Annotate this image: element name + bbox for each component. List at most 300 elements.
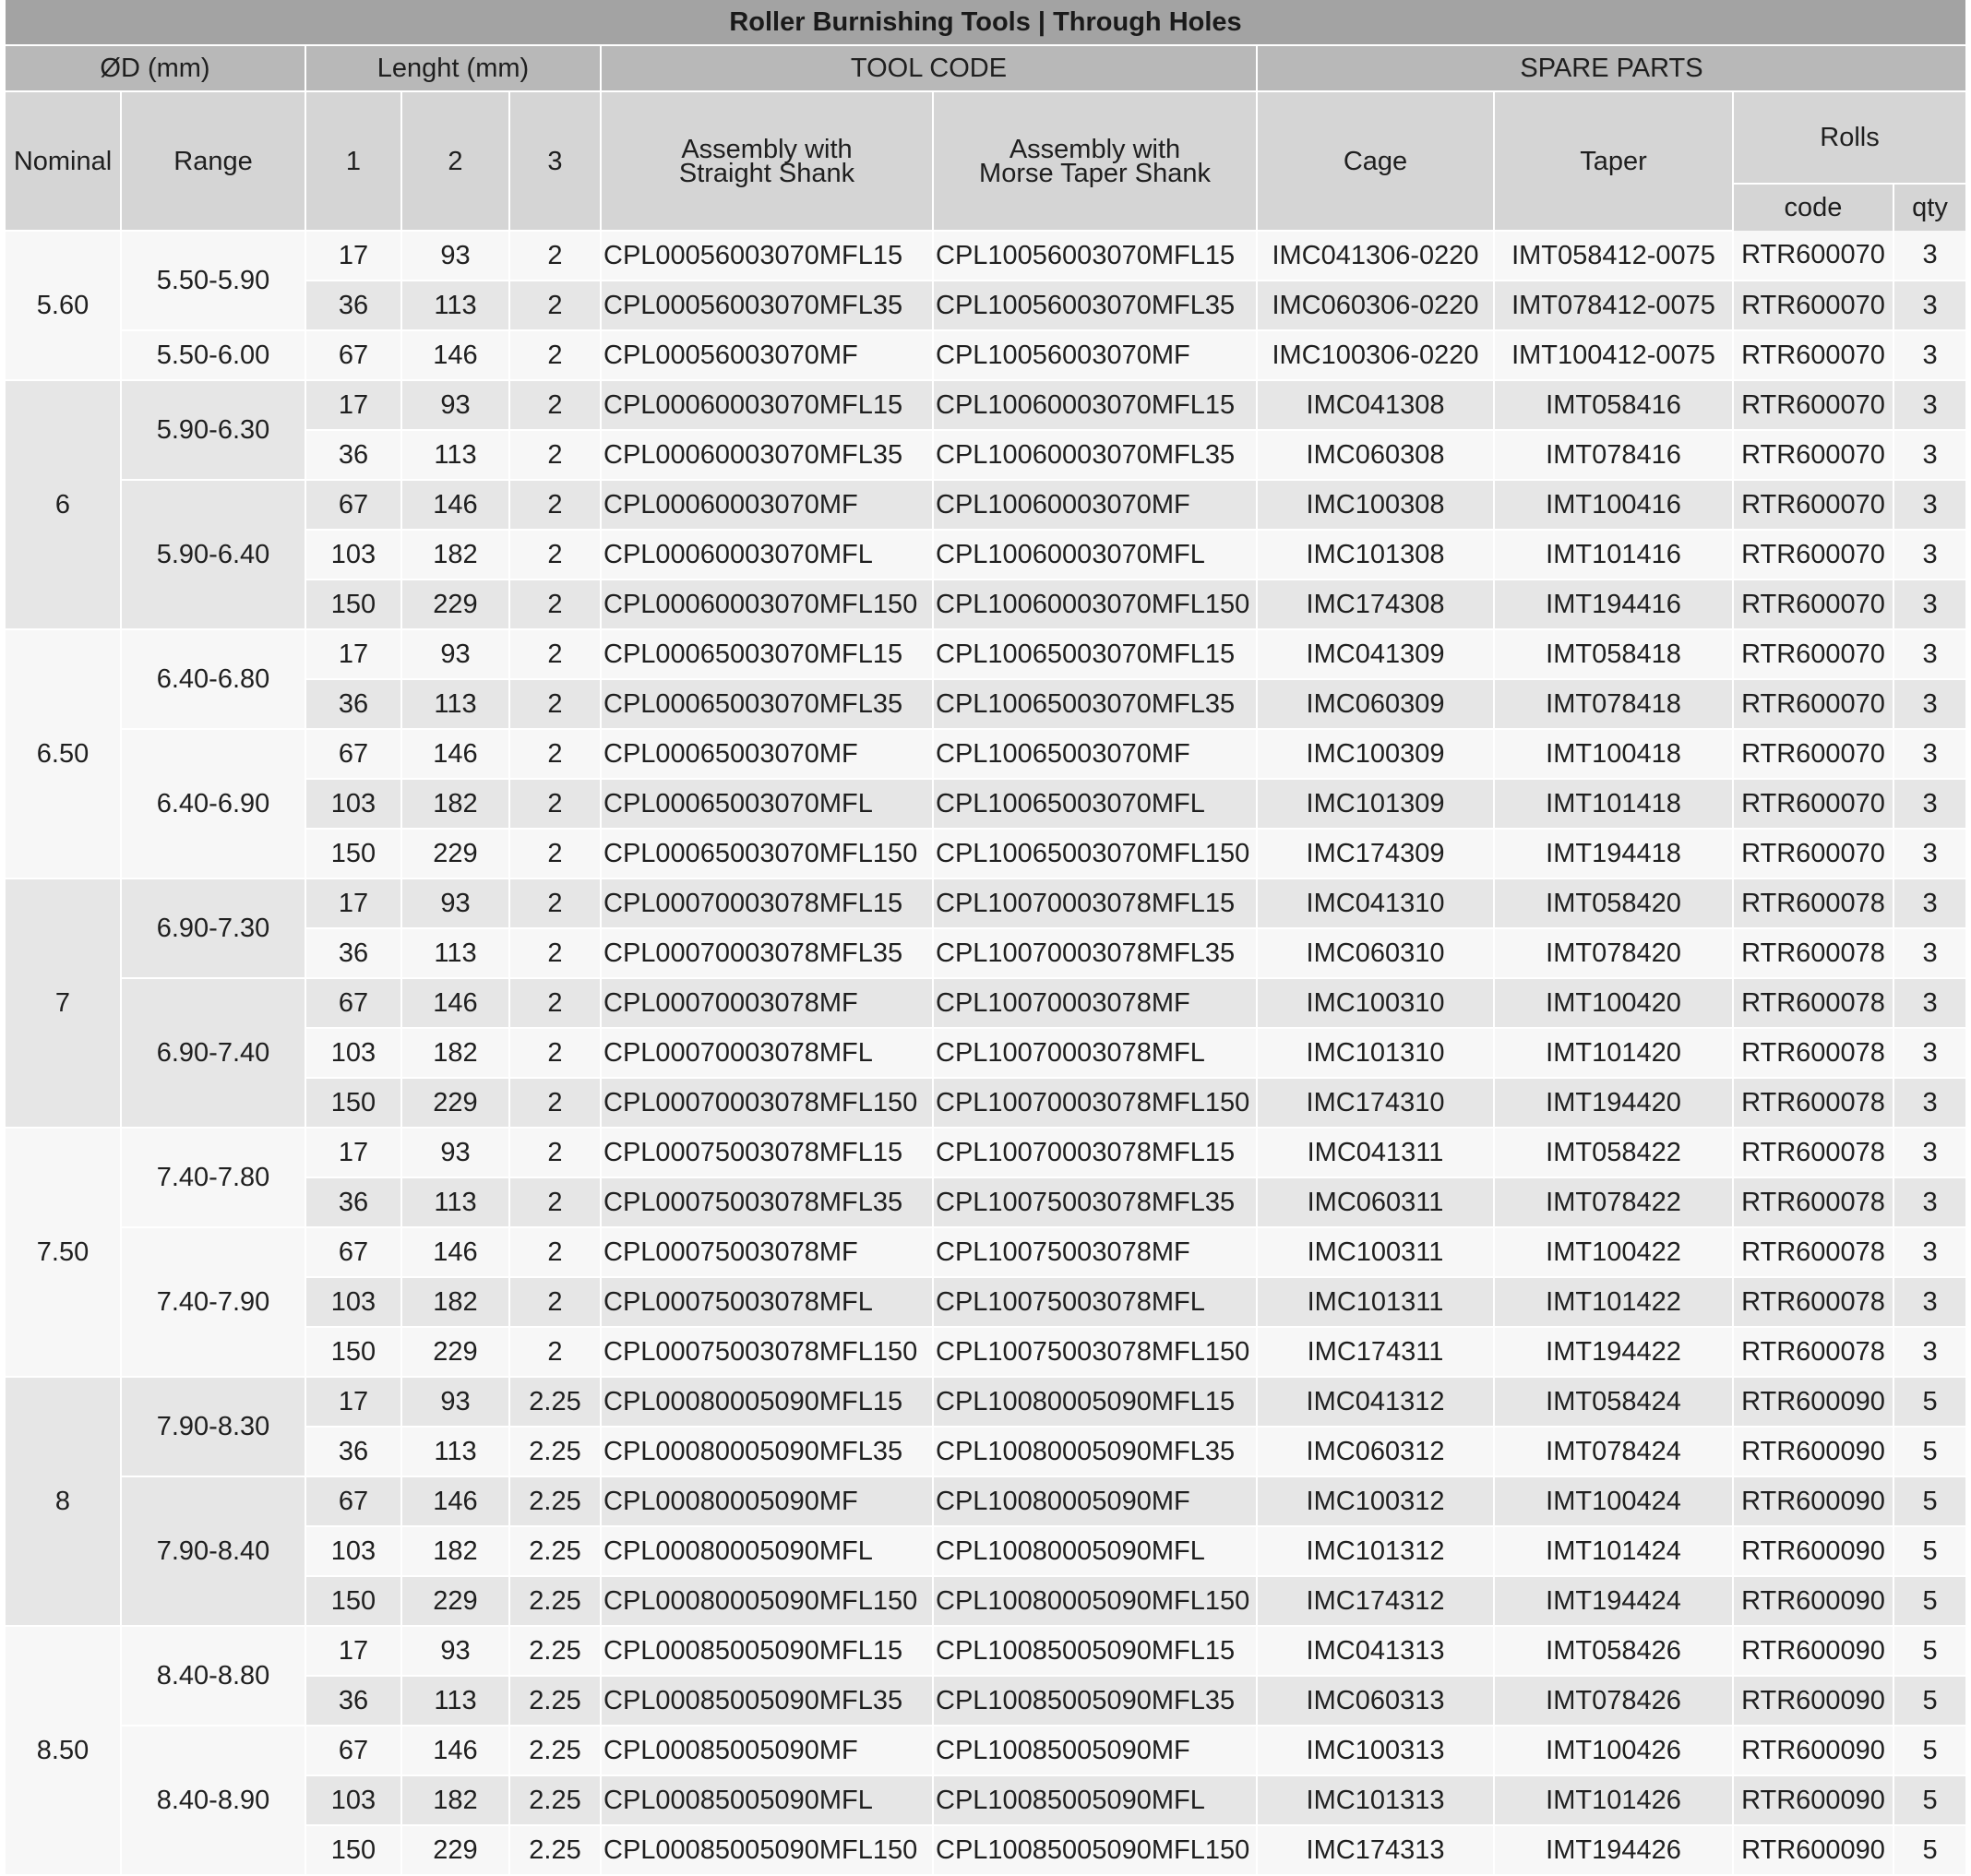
cage-code-cell: IMC060310	[1257, 928, 1494, 978]
nominal-cell: 5.60	[6, 231, 121, 380]
range-cell: 5.50-5.90	[121, 231, 305, 330]
straight-shank-code-cell: CPL00085005090MFL	[601, 1775, 933, 1825]
table-row	[6, 1726, 1965, 1775]
range-cell: 7.40-7.80	[121, 1128, 305, 1227]
straight-shank-code-cell: CPL00085005090MFL15	[601, 1626, 933, 1676]
taper-code-cell: IMT058418	[1494, 629, 1733, 679]
straight-shank-code-cell: CPL00085005090MFL35	[601, 1676, 933, 1726]
straight-shank-code-cell: CPL00080005090MFL	[601, 1526, 933, 1576]
length-3-cell: 2	[509, 629, 601, 679]
straight-shank-code-cell: CPL00080005090MFL15	[601, 1377, 933, 1427]
cage-code-cell: IMC101312	[1257, 1526, 1494, 1576]
cage-code-cell: IMC174308	[1257, 580, 1494, 629]
length-2-cell: 182	[401, 1277, 509, 1327]
cage-code-cell: IMC174312	[1257, 1576, 1494, 1626]
taper-code-cell: IMT194426	[1494, 1825, 1733, 1875]
range-cell: 8.40-8.80	[121, 1626, 305, 1726]
length-2-cell: 182	[401, 530, 509, 580]
morse-taper-code-cell: CPL10075003078MFL	[933, 1277, 1257, 1327]
morse-taper-code-cell: CPL10065003070MFL150	[933, 829, 1257, 878]
straight-shank-code-cell: CPL00060003070MFL	[601, 530, 933, 580]
morse-taper-code-cell: CPL10070003078MFL15	[933, 878, 1257, 928]
straight-shank-code-cell: CPL00060003070MFL35	[601, 430, 933, 480]
length-3-cell: 2	[509, 1327, 601, 1377]
straight-shank-code-cell: CPL00075003078MF	[601, 1227, 933, 1277]
taper-code-cell: IMT100416	[1494, 480, 1733, 530]
morse-taper-code-cell: CPL10060003070MFL	[933, 530, 1257, 580]
length-1-header: 1	[305, 91, 401, 231]
length-1-cell: 67	[305, 330, 401, 380]
rolls-qty-cell: 3	[1893, 480, 1965, 530]
table-body	[6, 231, 1965, 1875]
length-1-cell: 103	[305, 1526, 401, 1576]
length-1-cell: 67	[305, 978, 401, 1028]
rolls-qty-cell: 5	[1893, 1526, 1965, 1576]
straight-shank-code-cell: CPL00065003070MF	[601, 729, 933, 779]
length-3-cell: 2	[509, 1227, 601, 1277]
morse-taper-code-cell: CPL10070003078MFL	[933, 1028, 1257, 1078]
rolls-qty-cell: 5	[1893, 1626, 1965, 1676]
rolls-qty-cell: 3	[1893, 380, 1965, 430]
straight-shank-code-cell: CPL00060003070MFL150	[601, 580, 933, 629]
rolls-code-cell: RTR600090	[1733, 1676, 1893, 1726]
rolls-qty-cell: 5	[1893, 1427, 1965, 1476]
straight-shank-code-cell: CPL00060003070MFL15	[601, 380, 933, 430]
straight-shank-code-cell: CPL00065003070MFL	[601, 779, 933, 829]
tool-code-group-header: TOOL CODE	[601, 45, 1257, 91]
morse-taper-code-cell: CPL10056003070MF	[933, 330, 1257, 380]
rolls-qty-cell: 3	[1893, 530, 1965, 580]
cage-code-cell: IMC100313	[1257, 1726, 1494, 1775]
table-row	[6, 1377, 1965, 1427]
rolls-qty-header: qty	[1893, 184, 1965, 231]
rolls-qty-cell: 3	[1893, 629, 1965, 679]
morse-taper-code-cell: CPL10085005090MFL	[933, 1775, 1257, 1825]
taper-code-cell: IMT078418	[1494, 679, 1733, 729]
straight-shank-code-cell: CPL00065003070MFL35	[601, 679, 933, 729]
straight-shank-header	[601, 91, 933, 231]
length-3-cell: 2	[509, 829, 601, 878]
rolls-code-cell: RTR600090	[1733, 1775, 1893, 1825]
rolls-qty-cell: 5	[1893, 1726, 1965, 1775]
morse-taper-code-cell: CPL10060003070MF	[933, 480, 1257, 530]
taper-code-cell: IMT100418	[1494, 729, 1733, 779]
cage-code-cell: IMC041313	[1257, 1626, 1494, 1676]
length-3-cell: 2	[509, 330, 601, 380]
length-3-cell: 2	[509, 231, 601, 281]
rolls-code-cell: RTR600090	[1733, 1377, 1893, 1427]
morse-taper-code-cell: CPL10085005090MFL15	[933, 1626, 1257, 1676]
range-cell: 7.90-8.30	[121, 1377, 305, 1476]
rolls-qty-cell: 3	[1893, 679, 1965, 729]
length-1-cell: 17	[305, 1626, 401, 1676]
morse-taper-code-cell: CPL10065003070MFL	[933, 779, 1257, 829]
rolls-qty-cell: 3	[1893, 1078, 1965, 1128]
rolls-header: Rolls	[1733, 91, 1965, 184]
length-1-cell: 36	[305, 430, 401, 480]
rolls-qty-cell: 3	[1893, 430, 1965, 480]
cage-header: Cage	[1257, 91, 1494, 231]
taper-code-cell: IMT058422	[1494, 1128, 1733, 1177]
taper-code-cell: IMT100424	[1494, 1476, 1733, 1526]
length-3-cell: 2.25	[509, 1726, 601, 1775]
straight-shank-code-cell: CPL00080005090MF	[601, 1476, 933, 1526]
length-1-cell: 36	[305, 1676, 401, 1726]
rolls-code-cell: RTR600078	[1733, 1277, 1893, 1327]
taper-code-cell: IMT101424	[1494, 1526, 1733, 1576]
rolls-qty-cell: 5	[1893, 1576, 1965, 1626]
morse-taper-header-line2: Morse Taper Shank	[979, 158, 1211, 188]
length-1-cell: 17	[305, 380, 401, 430]
length-3-cell: 2	[509, 729, 601, 779]
length-2-cell: 229	[401, 1327, 509, 1377]
range-cell: 7.40-7.90	[121, 1227, 305, 1377]
rolls-code-cell: RTR600070	[1733, 729, 1893, 779]
morse-taper-code-cell: CPL10070003078MFL15	[933, 1128, 1257, 1177]
cage-code-cell: IMC041312	[1257, 1377, 1494, 1427]
range-cell: 6.90-7.30	[121, 878, 305, 978]
straight-shank-code-cell: CPL00085005090MF	[601, 1726, 933, 1775]
rolls-code-cell: RTR600070	[1733, 829, 1893, 878]
cage-code-cell: IMC041310	[1257, 878, 1494, 928]
taper-code-cell: IMT058416	[1494, 380, 1733, 430]
length-1-cell: 150	[305, 1078, 401, 1128]
length-3-cell: 2	[509, 281, 601, 330]
length-2-cell: 93	[401, 878, 509, 928]
table-row	[6, 878, 1965, 928]
length-1-cell: 67	[305, 729, 401, 779]
table-row	[6, 729, 1965, 779]
length-2-cell: 93	[401, 1626, 509, 1676]
rolls-code-header: code	[1733, 184, 1893, 231]
length-3-cell: 2	[509, 1277, 601, 1327]
cage-code-cell: IMC060308	[1257, 430, 1494, 480]
length-1-cell: 150	[305, 1825, 401, 1875]
taper-code-cell: IMT101416	[1494, 530, 1733, 580]
rolls-code-cell: RTR600070	[1733, 380, 1893, 430]
cage-code-cell: IMC100309	[1257, 729, 1494, 779]
cage-code-cell: IMC101309	[1257, 779, 1494, 829]
taper-code-cell: IMT078416	[1494, 430, 1733, 480]
spare-parts-group-header: SPARE PARTS	[1257, 45, 1965, 91]
range-header: Range	[121, 91, 305, 231]
cage-code-cell: IMC041309	[1257, 629, 1494, 679]
length-1-cell: 36	[305, 1427, 401, 1476]
length-1-cell: 36	[305, 281, 401, 330]
length-1-cell: 17	[305, 629, 401, 679]
morse-taper-code-cell: CPL10060003070MFL15	[933, 380, 1257, 430]
cage-code-cell: IMC060312	[1257, 1427, 1494, 1476]
morse-taper-code-cell: CPL10060003070MFL150	[933, 580, 1257, 629]
taper-code-cell: IMT078412-0075	[1494, 281, 1733, 330]
rolls-code-cell: RTR600070	[1733, 281, 1893, 330]
length-2-cell: 146	[401, 729, 509, 779]
rolls-code-cell: RTR600078	[1733, 928, 1893, 978]
rolls-qty-cell: 3	[1893, 580, 1965, 629]
length-2-cell: 229	[401, 580, 509, 629]
morse-taper-code-cell: CPL10070003078MFL35	[933, 928, 1257, 978]
length-2-cell: 113	[401, 928, 509, 978]
length-1-cell: 150	[305, 1327, 401, 1377]
length-2-cell: 93	[401, 1128, 509, 1177]
cage-code-cell: IMC041306-0220	[1257, 231, 1494, 281]
length-2-cell: 93	[401, 380, 509, 430]
length-2-cell: 229	[401, 1825, 509, 1875]
table-row	[6, 231, 1965, 281]
header-column-row	[6, 91, 1965, 184]
length-3-cell: 2.25	[509, 1377, 601, 1427]
cage-code-cell: IMC100311	[1257, 1227, 1494, 1277]
length-2-cell: 93	[401, 231, 509, 281]
taper-code-cell: IMT101426	[1494, 1775, 1733, 1825]
straight-shank-code-cell: CPL00075003078MFL35	[601, 1177, 933, 1227]
length-2-cell: 229	[401, 829, 509, 878]
rolls-code-cell: RTR600070	[1733, 580, 1893, 629]
taper-code-cell: IMT194418	[1494, 829, 1733, 878]
straight-shank-code-cell: CPL00075003078MFL15	[601, 1128, 933, 1177]
straight-shank-code-cell: CPL00070003078MFL15	[601, 878, 933, 928]
length-1-cell: 103	[305, 1277, 401, 1327]
length-2-cell: 229	[401, 1078, 509, 1128]
length-1-cell: 103	[305, 1775, 401, 1825]
straight-shank-code-cell: CPL00080005090MFL150	[601, 1576, 933, 1626]
length-3-cell: 2	[509, 928, 601, 978]
length-3-cell: 2	[509, 480, 601, 530]
length-1-cell: 67	[305, 1476, 401, 1526]
nominal-cell: 7	[6, 878, 121, 1128]
rolls-code-cell: RTR600090	[1733, 1427, 1893, 1476]
rolls-code-cell: RTR600070	[1733, 480, 1893, 530]
taper-code-cell: IMT078426	[1494, 1676, 1733, 1726]
rolls-qty-cell: 3	[1893, 1327, 1965, 1377]
cage-code-cell: IMC100308	[1257, 480, 1494, 530]
cage-code-cell: IMC100310	[1257, 978, 1494, 1028]
length-2-cell: 146	[401, 480, 509, 530]
rolls-qty-cell: 5	[1893, 1676, 1965, 1726]
length-1-cell: 150	[305, 829, 401, 878]
table-row	[6, 978, 1965, 1028]
straight-shank-code-cell: CPL00070003078MFL150	[601, 1078, 933, 1128]
cage-code-cell: IMC101308	[1257, 530, 1494, 580]
table-title: Roller Burnishing Tools | Through Holes	[6, 0, 1965, 45]
cage-code-cell: IMC060313	[1257, 1676, 1494, 1726]
rolls-qty-cell: 5	[1893, 1377, 1965, 1427]
rolls-code-cell: RTR600078	[1733, 878, 1893, 928]
range-cell: 6.40-6.80	[121, 629, 305, 729]
length-2-cell: 113	[401, 1177, 509, 1227]
range-cell: 6.90-7.40	[121, 978, 305, 1128]
morse-taper-code-cell: CPL10065003070MF	[933, 729, 1257, 779]
length-1-cell: 67	[305, 480, 401, 530]
morse-taper-code-cell: CPL10070003078MF	[933, 978, 1257, 1028]
rolls-code-cell: RTR600070	[1733, 530, 1893, 580]
length-2-cell: 146	[401, 1726, 509, 1775]
burnishing-tools-table	[6, 0, 1965, 1876]
length-1-cell: 17	[305, 878, 401, 928]
cage-code-cell: IMC060309	[1257, 679, 1494, 729]
taper-code-cell: IMT100420	[1494, 978, 1733, 1028]
rolls-qty-cell: 3	[1893, 928, 1965, 978]
table-row	[6, 1227, 1965, 1277]
rolls-code-cell: RTR600090	[1733, 1726, 1893, 1775]
table-row	[6, 480, 1965, 530]
table-row	[6, 1626, 1965, 1676]
diameter-group-header: ØD (mm)	[6, 45, 305, 91]
straight-shank-code-cell: CPL00060003070MF	[601, 480, 933, 530]
morse-taper-code-cell: CPL10065003070MFL35	[933, 679, 1257, 729]
morse-taper-header-line1: Assembly with	[1009, 134, 1181, 164]
taper-code-cell: IMT194424	[1494, 1576, 1733, 1626]
morse-taper-code-cell: CPL10085005090MFL35	[933, 1676, 1257, 1726]
range-cell: 5.50-6.00	[121, 330, 305, 380]
rolls-code-cell: RTR600070	[1733, 430, 1893, 480]
straight-shank-code-cell: CPL00070003078MFL35	[601, 928, 933, 978]
morse-taper-code-cell: CPL10080005090MFL	[933, 1526, 1257, 1576]
straight-shank-code-cell: CPL00056003070MFL35	[601, 281, 933, 330]
straight-shank-code-cell: CPL00085005090MFL150	[601, 1825, 933, 1875]
length-3-cell: 2.25	[509, 1626, 601, 1676]
taper-code-cell: IMT100412-0075	[1494, 330, 1733, 380]
length-3-cell: 2.25	[509, 1526, 601, 1576]
length-1-cell: 17	[305, 231, 401, 281]
taper-code-cell: IMT194416	[1494, 580, 1733, 629]
cage-code-cell: IMC060311	[1257, 1177, 1494, 1227]
taper-code-cell: IMT100426	[1494, 1726, 1733, 1775]
rolls-qty-cell: 3	[1893, 779, 1965, 829]
straight-shank-code-cell: CPL00056003070MF	[601, 330, 933, 380]
rolls-code-cell: RTR600078	[1733, 978, 1893, 1028]
morse-taper-code-cell: CPL10056003070MFL15	[933, 231, 1257, 281]
length-1-cell: 103	[305, 530, 401, 580]
morse-taper-code-cell: CPL10080005090MFL35	[933, 1427, 1257, 1476]
rolls-code-cell: RTR600070	[1733, 231, 1893, 281]
cage-code-cell: IMC100312	[1257, 1476, 1494, 1526]
length-1-cell: 36	[305, 679, 401, 729]
length-3-cell: 2	[509, 1078, 601, 1128]
cage-code-cell: IMC101310	[1257, 1028, 1494, 1078]
taper-code-cell: IMT194420	[1494, 1078, 1733, 1128]
straight-shank-code-cell: CPL00070003078MF	[601, 978, 933, 1028]
table-header	[6, 0, 1965, 231]
rolls-qty-cell: 5	[1893, 1825, 1965, 1875]
rolls-qty-cell: 3	[1893, 231, 1965, 281]
straight-shank-code-cell: CPL00065003070MFL150	[601, 829, 933, 878]
length-3-cell: 2	[509, 430, 601, 480]
length-3-cell: 2	[509, 978, 601, 1028]
straight-shank-code-cell: CPL00070003078MFL	[601, 1028, 933, 1078]
rolls-code-cell: RTR600070	[1733, 330, 1893, 380]
rolls-qty-cell: 3	[1893, 330, 1965, 380]
length-3-cell: 2.25	[509, 1676, 601, 1726]
length-3-cell: 2	[509, 580, 601, 629]
rolls-code-cell: RTR600078	[1733, 1177, 1893, 1227]
rolls-qty-cell: 5	[1893, 1775, 1965, 1825]
length-2-cell: 182	[401, 779, 509, 829]
taper-code-cell: IMT078420	[1494, 928, 1733, 978]
length-1-cell: 17	[305, 1128, 401, 1177]
length-3-cell: 2	[509, 530, 601, 580]
morse-taper-code-cell: CPL10080005090MFL15	[933, 1377, 1257, 1427]
length-2-cell: 182	[401, 1028, 509, 1078]
straight-shank-code-cell: CPL00080005090MFL35	[601, 1427, 933, 1476]
length-3-cell: 2.25	[509, 1427, 601, 1476]
length-2-cell: 113	[401, 1427, 509, 1476]
morse-taper-code-cell: CPL10080005090MFL150	[933, 1576, 1257, 1626]
taper-code-cell: IMT194422	[1494, 1327, 1733, 1377]
rolls-qty-cell: 3	[1893, 978, 1965, 1028]
straight-shank-header-line1: Assembly with	[681, 134, 853, 164]
nominal-cell: 6.50	[6, 629, 121, 878]
range-cell: 5.90-6.40	[121, 480, 305, 629]
straight-shank-code-cell: CPL00075003078MFL	[601, 1277, 933, 1327]
taper-code-cell: IMT101420	[1494, 1028, 1733, 1078]
length-1-cell: 67	[305, 1227, 401, 1277]
rolls-qty-cell: 3	[1893, 1227, 1965, 1277]
table-row	[6, 380, 1965, 430]
rolls-code-cell: RTR600078	[1733, 1078, 1893, 1128]
straight-shank-code-cell: CPL00075003078MFL150	[601, 1327, 933, 1377]
taper-code-cell: IMT101422	[1494, 1277, 1733, 1327]
cage-code-cell: IMC174309	[1257, 829, 1494, 878]
length-3-header: 3	[509, 91, 601, 231]
range-cell: 8.40-8.90	[121, 1726, 305, 1875]
rolls-qty-cell: 3	[1893, 1128, 1965, 1177]
rolls-qty-cell: 3	[1893, 1277, 1965, 1327]
rolls-qty-cell: 3	[1893, 281, 1965, 330]
length-3-cell: 2	[509, 1128, 601, 1177]
straight-shank-code-cell: CPL00056003070MFL15	[601, 231, 933, 281]
taper-code-cell: IMT058424	[1494, 1377, 1733, 1427]
length-3-cell: 2	[509, 380, 601, 430]
length-2-cell: 93	[401, 1377, 509, 1427]
straight-shank-header-line2: Straight Shank	[678, 158, 855, 188]
taper-code-cell: IMT101418	[1494, 779, 1733, 829]
length-1-cell: 17	[305, 1377, 401, 1427]
length-1-cell: 150	[305, 580, 401, 629]
rolls-code-cell: RTR600078	[1733, 1128, 1893, 1177]
length-1-cell: 36	[305, 928, 401, 978]
table-row	[6, 1476, 1965, 1526]
morse-taper-code-cell: CPL10085005090MF	[933, 1726, 1257, 1775]
length-2-header: 2	[401, 91, 509, 231]
taper-code-cell: IMT078422	[1494, 1177, 1733, 1227]
rolls-code-cell: RTR600090	[1733, 1576, 1893, 1626]
rolls-code-cell: RTR600070	[1733, 629, 1893, 679]
cage-code-cell: IMC174310	[1257, 1078, 1494, 1128]
range-cell: 6.40-6.90	[121, 729, 305, 878]
length-2-cell: 182	[401, 1526, 509, 1576]
cage-code-cell: IMC060306-0220	[1257, 281, 1494, 330]
length-3-cell: 2.25	[509, 1576, 601, 1626]
rolls-code-cell: RTR600090	[1733, 1825, 1893, 1875]
rolls-code-cell: RTR600070	[1733, 779, 1893, 829]
rolls-qty-cell: 3	[1893, 878, 1965, 928]
rolls-qty-cell: 3	[1893, 829, 1965, 878]
rolls-qty-cell: 5	[1893, 1476, 1965, 1526]
length-2-cell: 146	[401, 978, 509, 1028]
taper-code-cell: IMT100422	[1494, 1227, 1733, 1277]
morse-taper-code-cell: CPL10085005090MFL150	[933, 1825, 1257, 1875]
rolls-qty-cell: 3	[1893, 729, 1965, 779]
length-2-cell: 93	[401, 629, 509, 679]
nominal-cell: 6	[6, 380, 121, 629]
length-3-cell: 2	[509, 679, 601, 729]
length-3-cell: 2	[509, 779, 601, 829]
nominal-cell: 8	[6, 1377, 121, 1626]
length-2-cell: 146	[401, 330, 509, 380]
nominal-cell: 7.50	[6, 1128, 121, 1377]
length-2-cell: 229	[401, 1576, 509, 1626]
